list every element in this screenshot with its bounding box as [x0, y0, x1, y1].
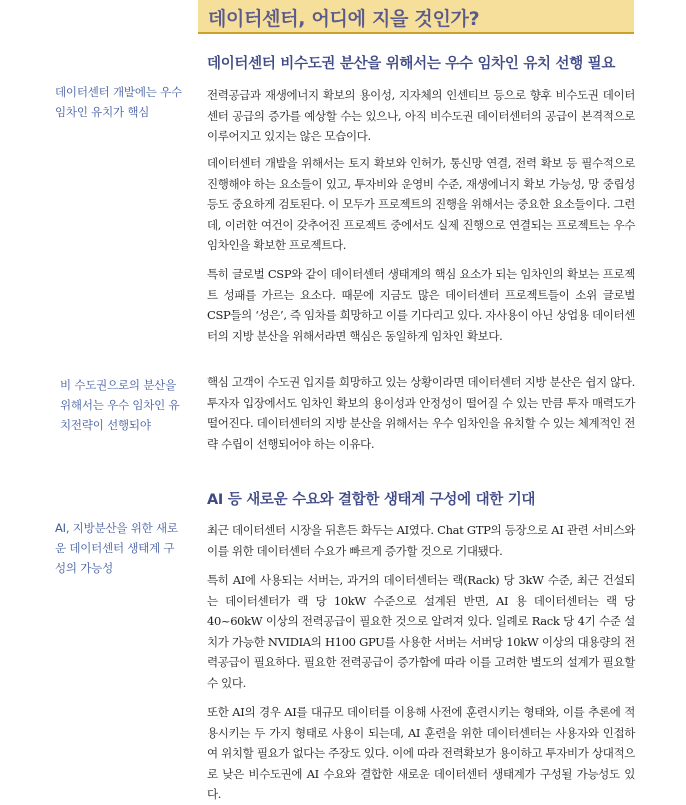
section-heading-ai: AI 등 새로운 수요와 결합한 생태계 구성에 대한 기대: [207, 492, 536, 508]
paragraph: 데이터센터 개발을 위해서는 토지 확보와 인허가, 통신망 연결, 전력 확보 등 필수적으로 진행해야 하는 요소들이 있고, 투자비와 운영비 수준, 재생에너지 확보 가능성, 망 중립성 등도 중요하게 검토된다. 이 모두가 프로젝트의 진행을 위해서는 중요한 요소들이다. 그런데, 이러한 여건이 갖추어진 프로젝트 중에서도 실제 진행으로 연결되는 프로젝트는 우수 임차인을 확보한 프로젝트다.: [207, 156, 635, 252]
sidenote-regional-strategy: 비 수도권으로의 분산을 위해서는 우수 임차인 유치전략이 선행되야: [60, 378, 180, 432]
paragraph: 핵심 고객이 수도권 입지를 희망하고 있는 상황이라면 데이터센터 지방 분산은 쉽지 않다. 투자자 입장에서도 임차인 확보의 용이성과 안정성이 떨어질 수 있는 만큼 투자 매력도가 떨어진다. 데이터센터의 지방 분산을 위해서는 우수 임차인을 유치할 수 있는 체계적인 전략 수립이 선행되어야 하는 이유다.: [207, 375, 635, 451]
paragraph: 특히 글로벌 CSP와 같이 데이터센터 생태계의 핵심 요소가 되는 임차인의 확보는 프로젝트 성패를 가르는 요소다. 때문에 지금도 많은 데이터센터 프로젝트들이 소위 글로벌 CSP들의 ‘성은’, 즉 임차를 희망하고 이를 기다리고 있다. 자사용이 아닌 상업용 데이터센터의 지방 분산을 위해서라면 핵심은 동일하게 임차인 확보다.: [207, 267, 635, 343]
paragraph: 또한 AI의 경우 AI를 대규모 데이터를 이용해 사전에 훈련시키는 형태와, 이를 추론에 적용시키는 두 가지 형태로 사용이 되는데, AI 훈련을 위한 데이터센터는 사용자와 인접하여 위치할 필요가 없다는 주장도 있다. 이에 따라 전력확보가 용이하고 투자비가 상대적으로 낮은 비수도권에 AI 수요와 결합한 새로운 데이터센터 생태계가 구성될 가능성도 있다.: [207, 705, 635, 801]
paragraph: 특히 AI에 사용되는 서버는, 과거의 데이터센터는 랙(Rack) 당 3kW 수준, 최근 건설되는 데이터센터가 랙 당 10kW 수준으로 설계된 반면, AI 용 데이터센터는 랙 당 40~60kW 이상의 전력공급이 필요한 것으로 알려져 있다. 일례로 Rack 당 4기 수준 설치가 가능한 NVIDIA의 H100 GPU를 사용한 서버는 서버당 10kW 이상의 대용량의 전력공급이 필요하다. 필요한 전력공급이 증가함에 따라 이를 고려한 별도의 설계가 필요할 수 있다.: [207, 573, 635, 690]
sidenote-ai-ecosystem: AI, 지방분산을 위한 새로운 데이터센터 생태계 구성의 가능성: [55, 521, 178, 575]
page-title: 데이터센터, 어디에 지을 것인가?: [208, 8, 480, 30]
sidenote-tenant-key: 데이터센터 개발에는 우수 임차인 유치가 핵심: [55, 85, 182, 119]
paragraph: 전력공급과 재생에너지 확보의 용이성, 지자체의 인센티브 등으로 향후 비수도권 데이터센터 공급의 증가를 예상할 수는 있으나, 아직 비수도권 데이터센터의 공급이 본격적으로 이루어지고 있지는 않은 모습이다.: [207, 88, 635, 143]
paragraph: 최근 데이터센터 시장을 뒤흔든 화두는 AI였다. Chat GTP의 등장으로 AI 관련 서비스와 이를 위한 데이터센터 수요가 빠르게 증가할 것으로 기대됐다.: [207, 523, 635, 558]
title-banner: [198, 0, 634, 34]
section-heading-tenant: 데이터센터 비수도권 분산을 위해서는 우수 임차인 유치 선행 필요: [207, 56, 616, 72]
